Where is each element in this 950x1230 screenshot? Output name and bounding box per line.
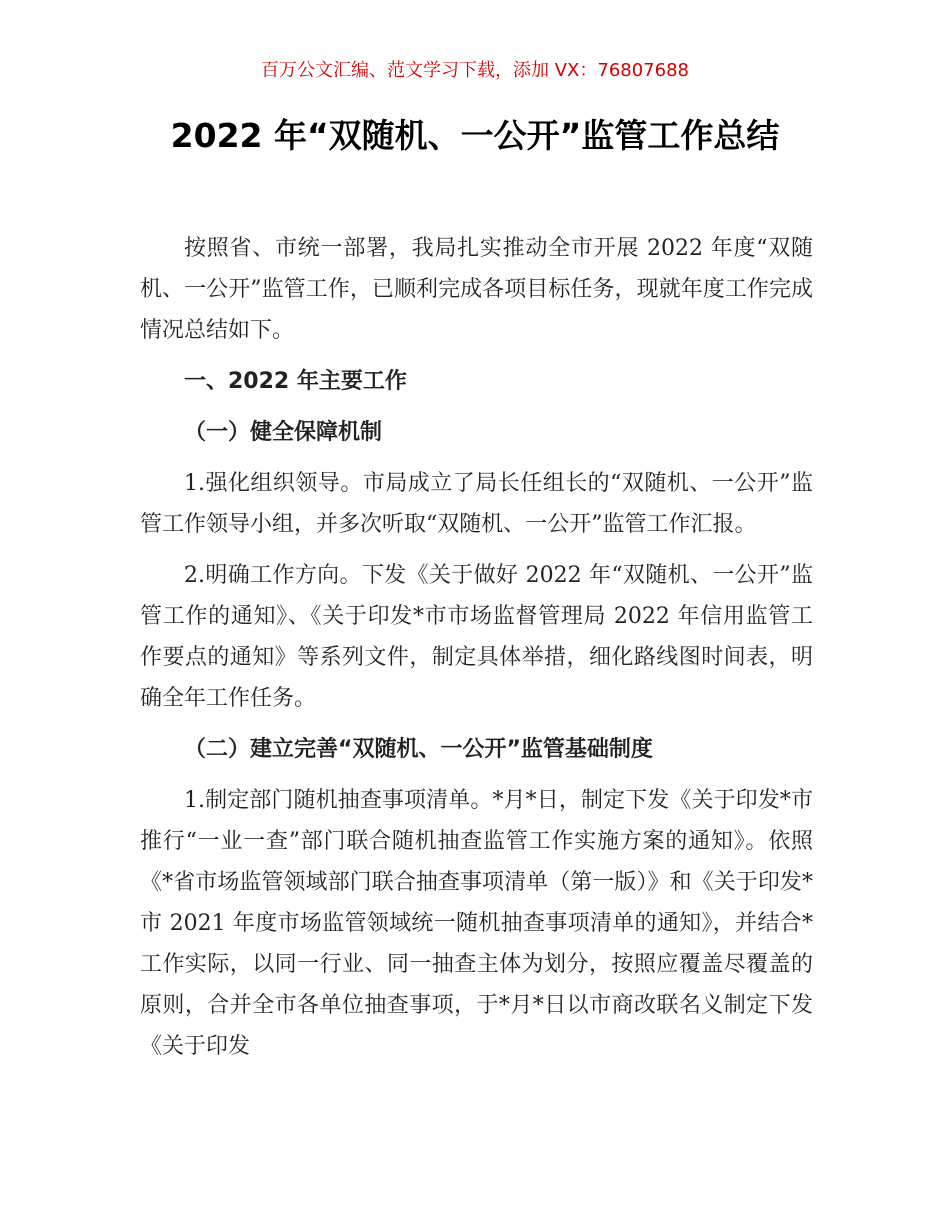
intro-paragraph: 按照省、市统一部署，我局扎实推动全市开展 2022 年度“双随机、一公开”监管工作，已顺利完成各项目标任务，现就年度工作完成情况总结如下。 (140, 236, 813, 343)
paragraph-1: 1.强化组织领导。市局成立了局长任组长的“双随机、一公开”监管工作领导小组，并多次听取“双随机、一公开”监管工作汇报。 (140, 471, 813, 537)
paragraph-2: 2.明确工作方向。下发《关于做好 2022 年“双随机、一公开”监管工作的通知》、《关于印发*市市场监督管理局 2022 年信用监管工作要点的通知》等系列文件，制定具体举措，细化路线图时间表，明确全年工作任务。 (140, 563, 813, 711)
document-body (140, 228, 813, 1077)
paragraph-3: 1.制定部门随机抽查事项清单。*月*日，制定下发《关于印发*市推行“一业一查”部门联合随机抽查监管工作实施方案的通知》。依照《*省市场监管领域部门联合抽查事项清单（第一版）》和《关于印发*市 2021 年度市场监管领域统一随机抽查事项清单的通知》，并结合*工作实际，以同一行业、同一抽查主体为划分，按照应覆盖尽覆盖的原则，合并全市各单位抽查事项，于*月*日以市商改联名义制定下发《关于印发 (140, 788, 813, 1059)
document-title: 2022 年“双随机、一公开”监管工作总结 (170, 116, 780, 155)
subsection-heading-1: （一）健全保障机制 (184, 420, 383, 445)
subsection-heading-2: （二）建立完善“双随机、一公开”监管基础制度 (184, 737, 653, 762)
watermark-header: 百万公文汇编、范文学习下载，添加 VX：76807688 (261, 60, 689, 81)
section-heading-1: 一、2022 年主要工作 (184, 369, 407, 394)
